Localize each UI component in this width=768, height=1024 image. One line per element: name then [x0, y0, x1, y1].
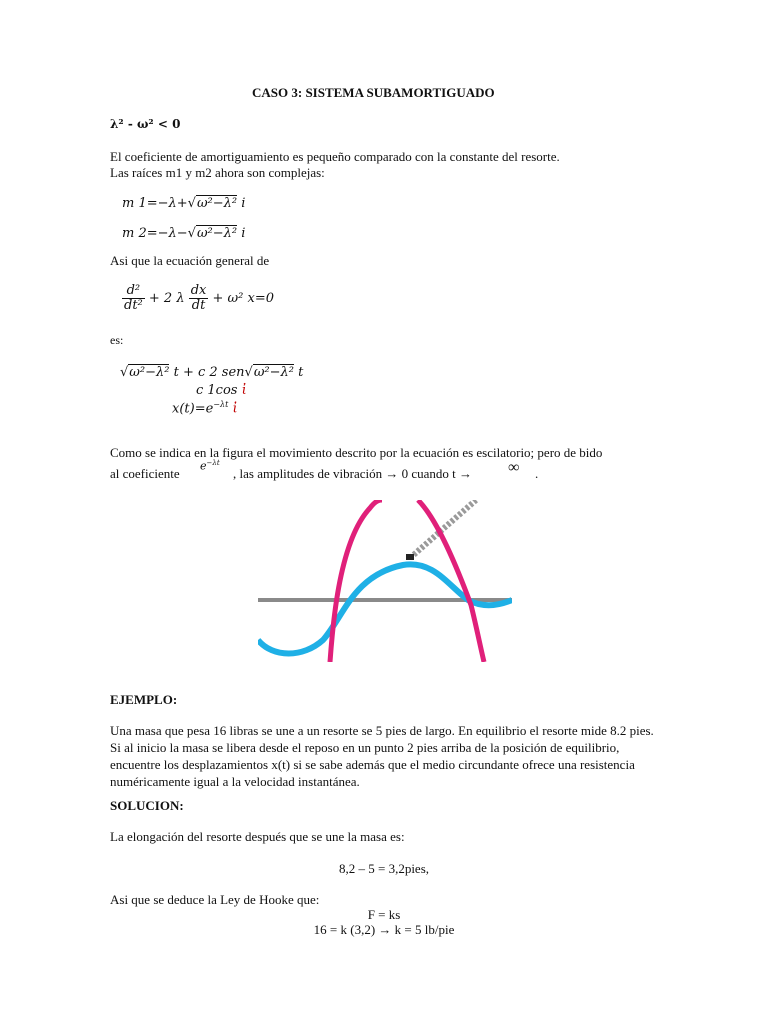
hooke-text: Asi que se deduce la Ley de Hooke que: — [110, 892, 320, 907]
intro-line-2: Las raíces m1 y m2 ahora son complejas: — [110, 165, 325, 180]
condition: λ² - ω² < 0 — [110, 117, 181, 131]
intro-line-1: El coeficiente de amortiguamiento es pequeño comparado con la constante del resorte. — [110, 149, 560, 164]
para1-line-2b: , las amplitudes de vibración → 0 cuando t → — [233, 466, 473, 481]
general-intro: Asi que la ecuación general de — [110, 253, 270, 268]
solution-line-3: $x(t)=e^{-\lambda t}$ ἰ — [172, 400, 238, 417]
envelope-curve-left — [330, 500, 382, 662]
equation-m2: m 2=−λ−√ω²−λ² i — [122, 226, 246, 241]
solution-line-2: c 1cos ἰ — [196, 383, 247, 398]
elongation-equation: 8,2 – 5 = 3,2pies, — [338, 861, 430, 876]
coefficient-exp: $e^{-\lambda t}$ — [200, 459, 220, 473]
envelope-curve-right — [418, 500, 484, 662]
es-label: es: — [110, 333, 124, 347]
elongation-text: La elongación del resorte después que se une la masa es: — [110, 829, 405, 844]
hooke-equation-2: 16 = k (3,2) → k = 5 lb/pie — [313, 922, 455, 937]
ode-equation: $\frac{\text{d²}}{\text{dt²}}$ + 2 λ $\frac{dx}{dt}$ + ω² x=0 — [124, 283, 274, 313]
solution-line-1: √ω²−λ² t + c 2 sen√ω²−λ² t — [120, 365, 304, 380]
equation-m1: m 1=−λ+√ω²−λ² i — [122, 196, 246, 211]
ejemplo-text: Una masa que pesa 16 libras se une a un resorte se 5 pies de largo. En equilibrio el resorte mide 8.2 pies. Si al inicio la masa se libera desde el reposo en un punto 2 pies arriba de la posición de equilibrio, encuentre los desplazamientos x(t) si se sabe además que el medio circundante ofrece una resistencia numéricamente igual a la velocidad instantánea. — [110, 723, 654, 789]
hooke-equation-1: F = ks — [367, 907, 401, 922]
ejemplo-heading: EJEMPLO: — [110, 692, 178, 707]
infinity-symbol: ∞ — [508, 459, 520, 476]
page-title: CASO 3: SISTEMA SUBAMORTIGUADO — [252, 85, 495, 100]
oscillation-figure — [258, 500, 512, 662]
solucion-heading: SOLUCION: — [110, 798, 184, 813]
para1-line-2a: al coeficiente — [110, 466, 180, 481]
para1-line-1: Como se indica en la figura el movimiento descrito por la ecuación es escilatorio; pero de bido — [110, 445, 603, 460]
pointer-tip — [406, 554, 414, 560]
period: . — [535, 466, 539, 481]
pointer-line — [410, 500, 476, 558]
